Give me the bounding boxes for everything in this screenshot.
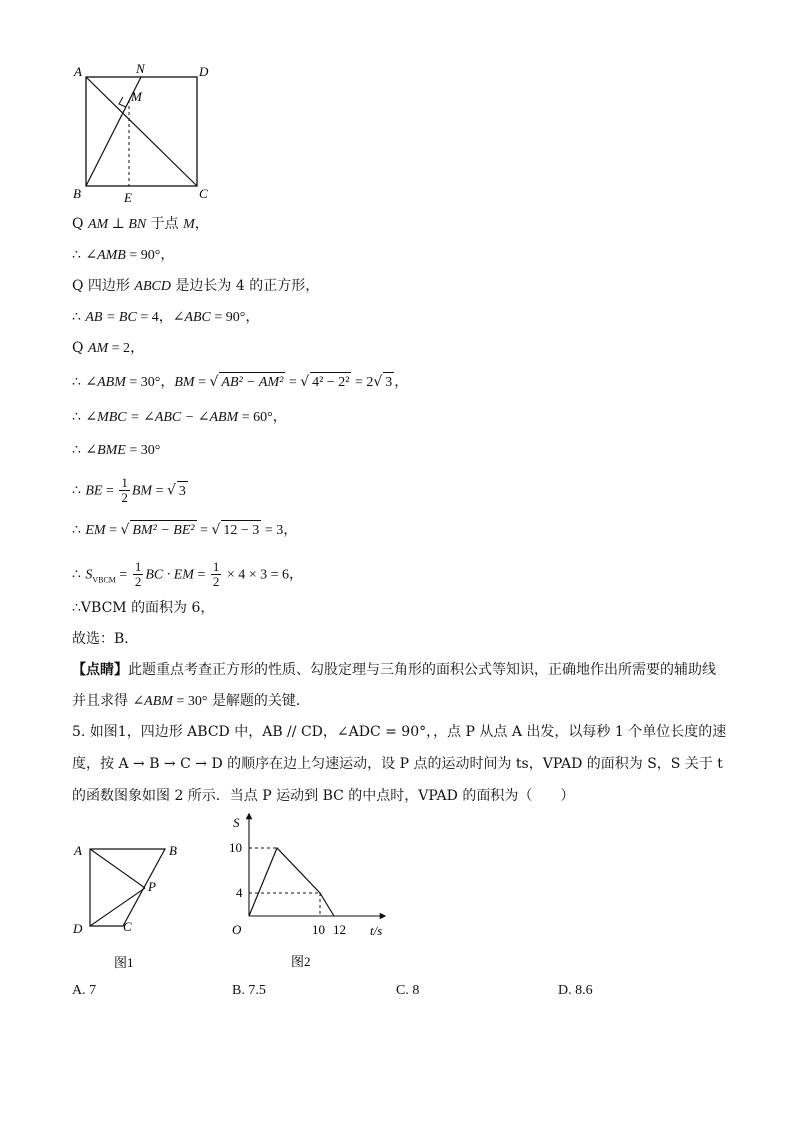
solution-line-12: ∴VBCM 的面积为 6， xyxy=(72,600,215,616)
solution-line-2: ∴ ∠AMB = 90°， xyxy=(72,247,175,263)
solution-line-10: ∴ EM = √ BM² − BE² = √ 12 − 3 = 3， xyxy=(72,520,297,541)
trapezoid-figure xyxy=(68,836,198,976)
solution-line-1: Q AM ⊥ BN 于点 M， xyxy=(72,216,209,232)
fig1-caption: 图1 xyxy=(114,955,134,970)
label-C: C xyxy=(199,186,208,201)
label-M: M xyxy=(131,89,142,104)
graph-label-10y: 10 xyxy=(229,840,242,855)
square-figure xyxy=(68,60,228,208)
question5-line-3: 的函数图象如图 2 所示．当点 P 运动到 BC 的中点时，VPAD 的面积为（ ） xyxy=(72,788,575,804)
solution-line-4: ∴ AB = BC = 4，∠ABC = 90°， xyxy=(72,309,260,325)
option-d[interactable]: D. 8.6 xyxy=(558,983,593,998)
solution-line-13: 故选：B． xyxy=(72,631,139,647)
dianjing-line: 【点睛】此题重点考查正方形的性质、勾股定理与三角形的面积公式等知识，正确地作出所需要的辅助线 xyxy=(72,662,716,678)
dianjing-bracket: 【点睛】 xyxy=(72,662,128,678)
solution-line-7: ∴ ∠MBC = ∠ABC − ∠ABM = 60°， xyxy=(72,409,287,425)
label-N: N xyxy=(136,61,145,76)
solution-line-8: ∴ ∠BME = 30° xyxy=(72,442,161,458)
fig1-label-B: B xyxy=(169,843,177,858)
solution-line-11: ∴ $S_{VBCM}$ = $\frac{1}{2}$ BC · EM = $\frac{1}{2}$ × 4 × 3 = 6， xyxy=(72,559,304,589)
graph-label-4y: 4 xyxy=(236,885,243,900)
fig2-caption: 图2 xyxy=(291,954,311,969)
fig1-label-D: D xyxy=(73,921,83,936)
solution-line-3: Q 四边形 ABCD 是边长为 4 的正方形， xyxy=(72,278,320,294)
dianjing-line-2: 并且求得 ∠ABM = 30° 是解题的关键． xyxy=(72,693,310,709)
solution-line-6: ∴ ∠ABM = 30°，BM = √ AB² − AM² = √ 4² − 2² = 2√ 3 ， xyxy=(72,372,408,393)
fig1-label-C: C xyxy=(123,919,132,934)
question5-line-1: 5. 如图1，四边形 ABCD 中，AB // CD，∠ADC = 90°，，点 P 从点 A 出发，以每秒 1 个单位长度的速 xyxy=(72,724,727,740)
label-D: D xyxy=(199,64,209,79)
option-b[interactable]: B. 7.5 xyxy=(232,983,266,998)
option-a[interactable]: A. 7 xyxy=(72,983,97,998)
graph-label-10x: 10 xyxy=(312,922,325,937)
solution-line-5: Q AM = 2， xyxy=(72,340,145,356)
graph-label-t: t/s xyxy=(370,923,383,938)
fig1-label-A: A xyxy=(74,843,82,858)
graph-label-O: O xyxy=(232,922,242,937)
option-c[interactable]: C. 8 xyxy=(396,983,420,998)
label-E: E xyxy=(124,190,132,205)
question5-line-2: 度，按 A → B → C → D 的顺序在边上匀速运动，设 P 点的运动时间为 ts，VPAD 的面积为 S，S 关于 t xyxy=(72,756,723,772)
graph-label-S: S xyxy=(233,815,240,830)
graph-label-12x: 12 xyxy=(333,922,346,937)
label-B: B xyxy=(73,186,81,201)
solution-line-9: ∴ BE = $\frac{1}{2}$ BM = √ 3 xyxy=(72,475,186,505)
label-A: A xyxy=(74,64,82,79)
function-graph xyxy=(225,808,395,976)
fig1-label-P: P xyxy=(148,879,156,894)
